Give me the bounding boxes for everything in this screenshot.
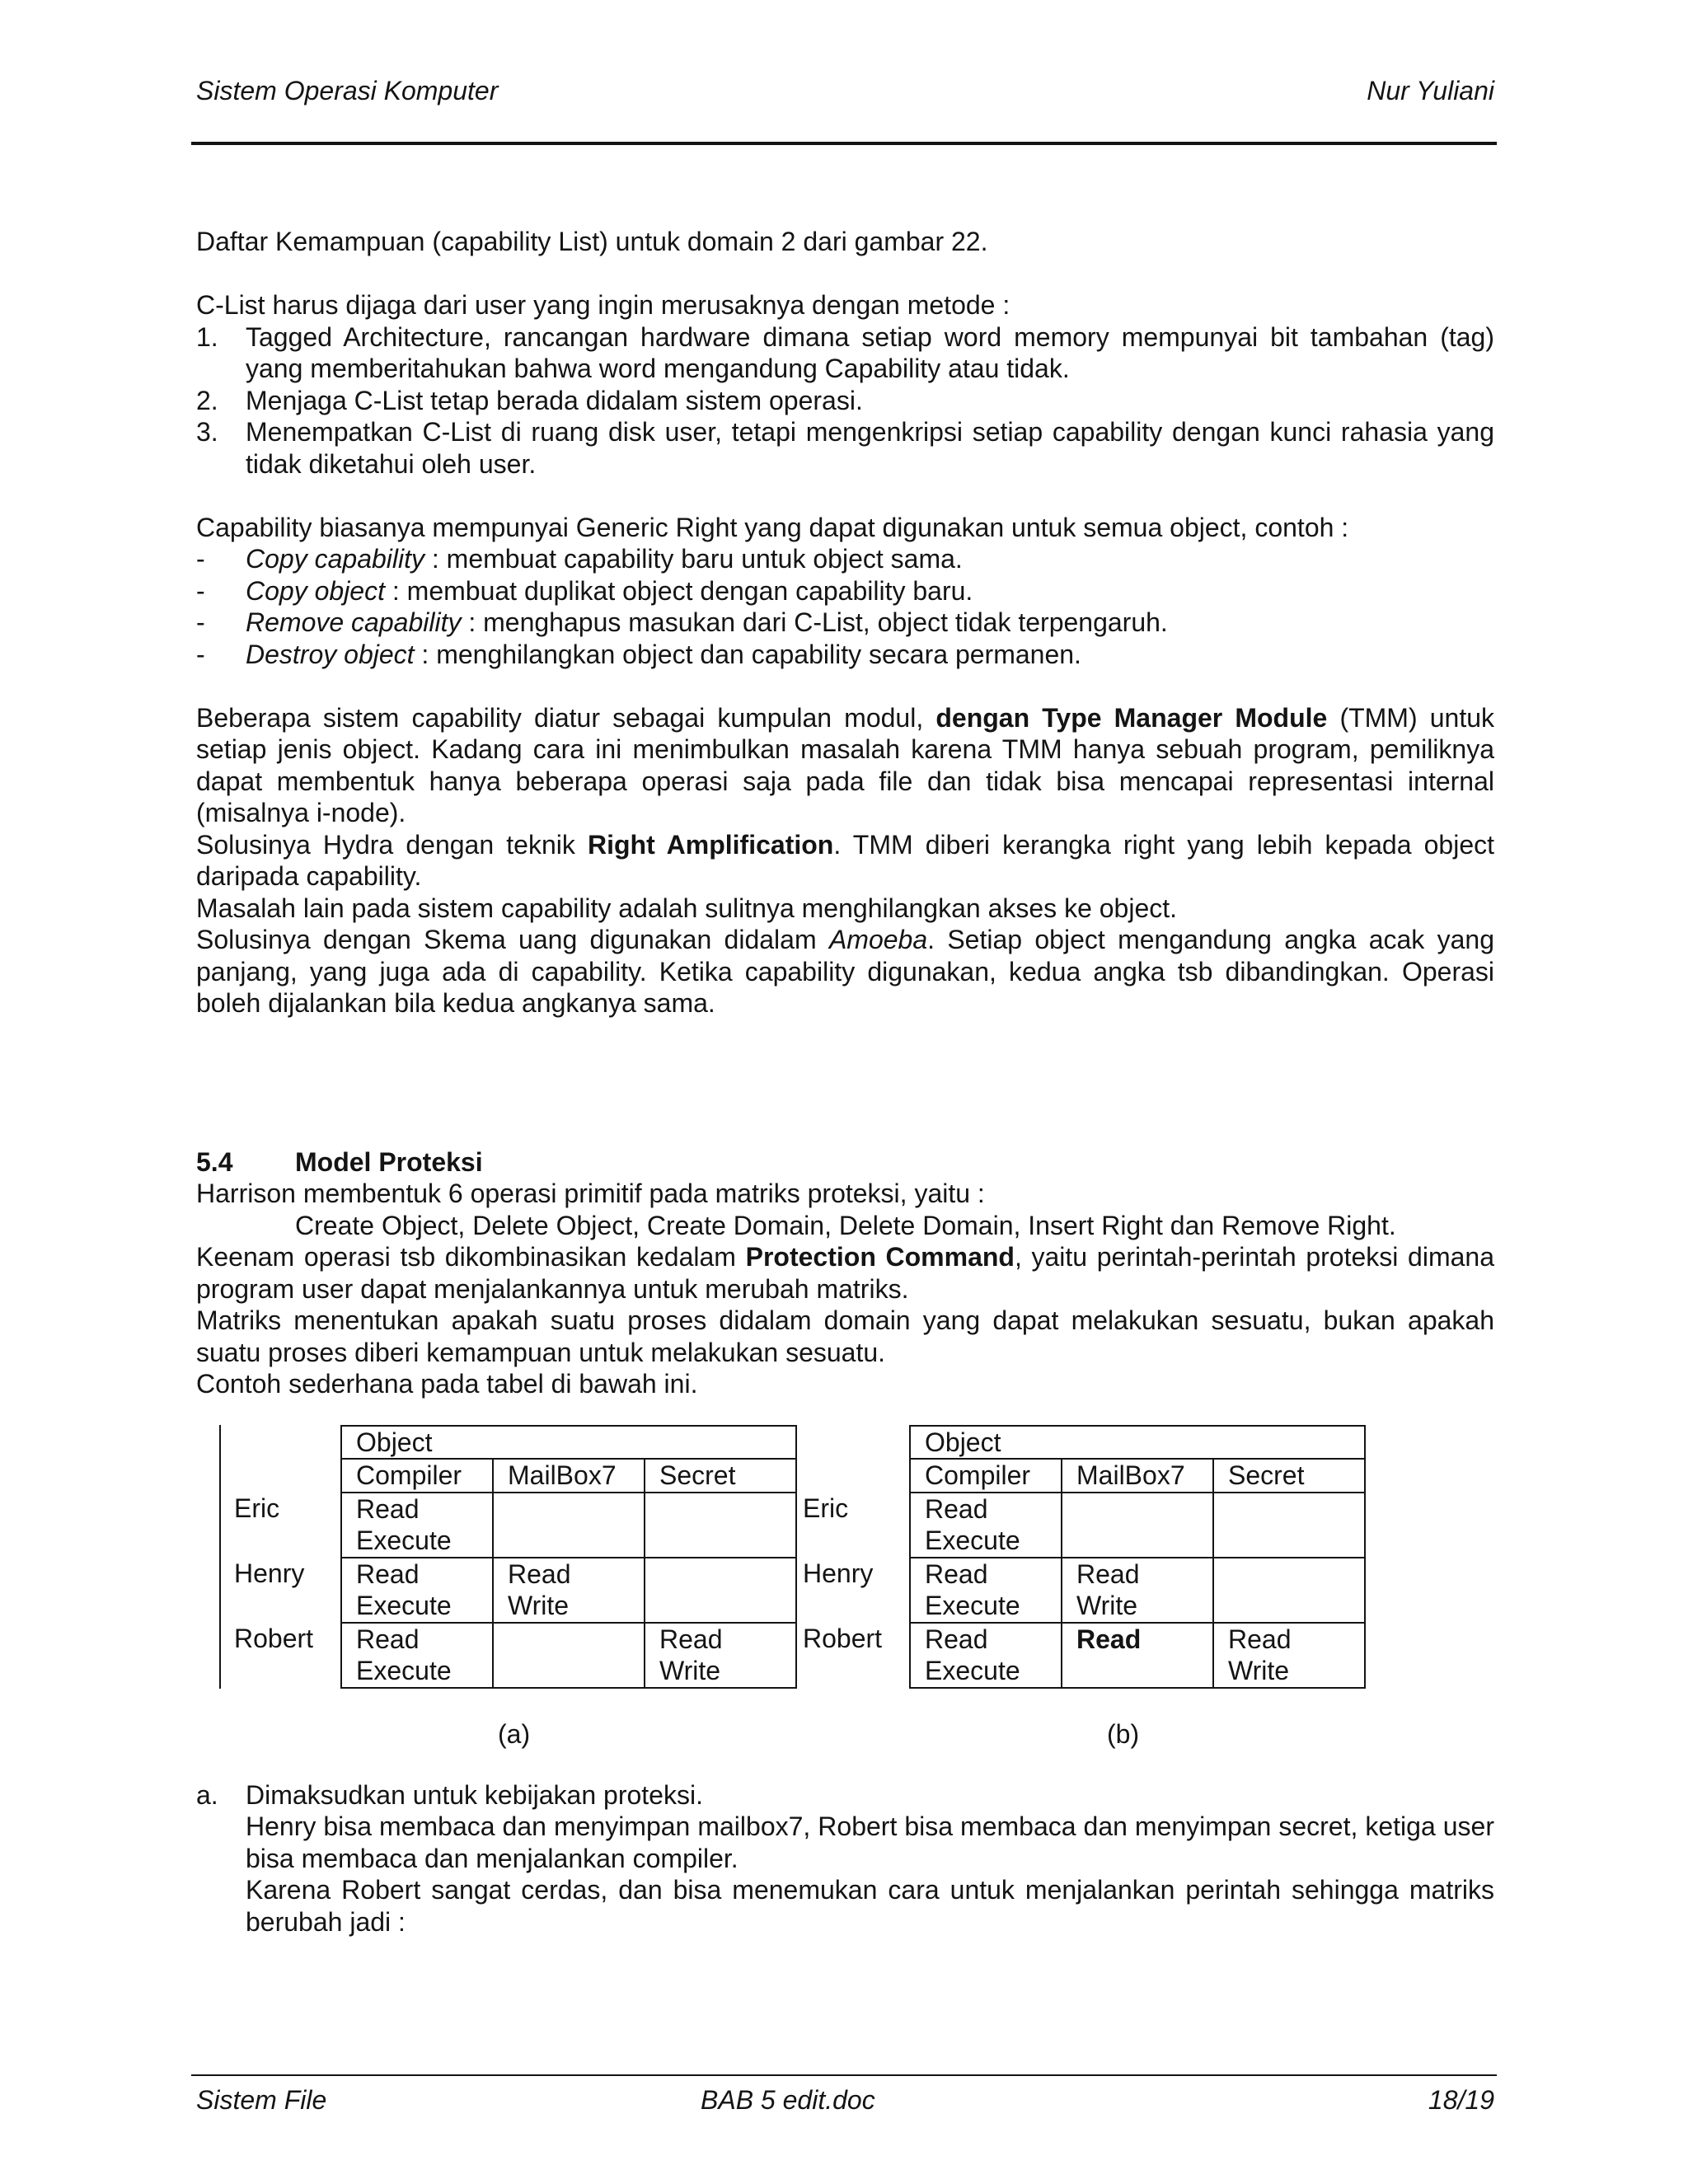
matrix-cell [1213,1558,1365,1623]
matrix-caption-b: (b) [1107,1718,1140,1749]
list-item: a. Dimaksudkan untuk kebijakan proteksi. Henry bisa membaca dan menyimpan mailbox7, Robert bisa membaca dan menyimpan secret, ketiga user bisa membaca dan menjalankan compiler. Karena Robert sangat cerdas, dan bisa menemukan cara untuk menjalankan perintah sehingga matriks berubah jadi : [196,1779,1494,1937]
paragraph-example: Contoh sederhana pada tabel di bawah ini. [196,1369,698,1399]
column-header: Compiler [341,1459,493,1493]
column-header: Secret [1213,1459,1365,1493]
column-header: Compiler [910,1459,1062,1493]
paragraph-matrix-meaning: Matriks menentukan apakah suatu proses didalam domain yang dapat melakukan sesuatu, bukan apakah suatu proses diberi kemampuan untuk melakukan sesuatu. [196,1305,1494,1367]
footer-chapter: Sistem File [196,2085,327,2115]
row-label: Henry [234,1558,305,1588]
protection-matrix-a [234,1425,797,1689]
matrix-cell: Read Execute [341,1493,493,1558]
paragraph-hydra: Solusinya Hydra dengan teknik Right Amplification. TMM diberi kerangka right yang lebih kepada object daripada capability. [196,829,1495,891]
column-header: Secret [645,1459,796,1493]
list-item: - Copy object : membuat duplikat object dengan capability baru. [196,575,973,606]
matrix-cell: Read [1062,1623,1213,1688]
table-row [234,1493,796,1558]
matrix-caption-a: (a) [498,1718,531,1749]
paragraph-intro: Daftar Kemampuan (capability List) untuk domain 2 dari gambar 22. [196,227,988,256]
paragraph-clist: C-List harus dijaga dari user yang ingin merusaknya dengan metode : [196,290,1010,320]
paragraph-generic-right: Capability biasanya mempunyai Generic Right yang dapat digunakan untuk semua object, contoh : [196,512,1349,542]
matrix-cell: Read Execute [910,1623,1062,1688]
row-label: Robert [803,1623,883,1653]
matrix-cell [645,1493,796,1558]
paragraph-protection-command: Keenam operasi tsb dikombinasikan kedalam Protection Command, yaitu perintah-perintah proteksi dimana program user dapat menjalankannya untuk merubah matriks. [196,1242,1495,1304]
protection-matrices [196,1425,1494,1779]
paragraph-amoeba: Solusinya dengan Skema uang digunakan didalam Amoeba. Setiap object mengandung angka acak yang panjang, yang juga ada di capability. Ketika capability digunakan, kedua angka tsb dibandingkan. Operasi boleh dijalankan bila kedua angkanya sama. [196,925,1495,1018]
paragraph-harrison: Harrison membentuk 6 operasi primitif pada matriks proteksi, yaitu : [196,1179,985,1208]
row-label: Eric [803,1493,849,1523]
header-rule [191,142,1497,145]
paragraph-tmm: Beberapa sistem capability diatur sebagai kumpulan modul, dengan Type Manager Module (TMM) untuk setiap jenis object. Kadang cara ini menimbulkan masalah karena TMM hanya sebuah program, pemiliknya dapat membentuk hanya beberapa operasi saja pada file dan tidak bisa mencapai representasi internal (misalnya i-node). [196,702,1495,827]
matrix-cell: Read Execute [341,1623,493,1688]
matrix-cell [645,1558,796,1623]
table-row [803,1623,1365,1688]
column-header: MailBox7 [1062,1459,1213,1493]
matrix-cell: Read Execute [910,1493,1062,1558]
matrix-cell: Read Execute [910,1558,1062,1623]
list-item: - Destroy object : menghilangkan object dan capability secara permanen. [196,639,1081,669]
row-label: Eric [234,1493,280,1523]
object-header: Object [910,1426,1365,1460]
numbered-list [196,321,1494,480]
table-row [234,1623,796,1688]
list-item: 2. Menjaga C-List tetap berada didalam sistem operasi. [196,385,863,415]
list-item: 3. Menempatkan C-List di ruang disk user, tetapi mengenkripsi setiap capability dengan kunci rahasia yang tidak diketahui oleh user. [196,417,1494,479]
footer-page-number: 18/19 [1428,2085,1494,2115]
object-header: Object [341,1426,796,1460]
margin-line [219,1425,221,1689]
matrix-cell: Read Execute [341,1558,493,1623]
matrix-cell: Read Write [493,1558,645,1623]
row-label: Henry [803,1558,874,1588]
footer-rule [191,2074,1497,2076]
row-label: Robert [234,1623,314,1653]
matrix-cell [1062,1493,1213,1558]
matrix-cell [493,1493,645,1558]
table-row [803,1493,1365,1558]
list-item: - Copy capability : membuat capability baru untuk object sama. [196,544,963,574]
matrix-cell: Read Write [1213,1623,1365,1688]
alpha-list [196,1779,1494,1938]
table-row [234,1558,796,1623]
matrix-cell: Read Write [645,1623,796,1688]
paragraph-problem: Masalah lain pada sistem capability adalah sulitnya menghilangkan akses ke object. [196,893,1178,923]
dash-list [196,543,1494,670]
section-heading: 5.4 Model Proteksi [196,1146,483,1177]
paragraph-operations: Create Object, Delete Object, Create Domain, Delete Domain, Insert Right dan Remove Right. [295,1210,1396,1240]
matrix-cell: Read Write [1062,1558,1213,1623]
header-author: Nur Yuliani [1367,76,1494,105]
column-header: MailBox7 [493,1459,645,1493]
list-item: 1. Tagged Architecture, rancangan hardware dimana setiap word memory mempunyai bit tambahan (tag) yang memberitahukan bahwa word mengandung Capability atau tidak. [196,321,1494,383]
table-row [803,1558,1365,1623]
footer-filename: BAB 5 edit.doc [701,2085,875,2115]
header-title: Sistem Operasi Komputer [196,76,499,105]
list-item: - Remove capability : menghapus masukan dari C-List, object tidak terpengaruh. [196,607,1168,637]
matrix-cell [1213,1493,1365,1558]
protection-matrix-b [803,1425,1366,1689]
matrix-cell [493,1623,645,1688]
document-body [196,226,1494,1938]
